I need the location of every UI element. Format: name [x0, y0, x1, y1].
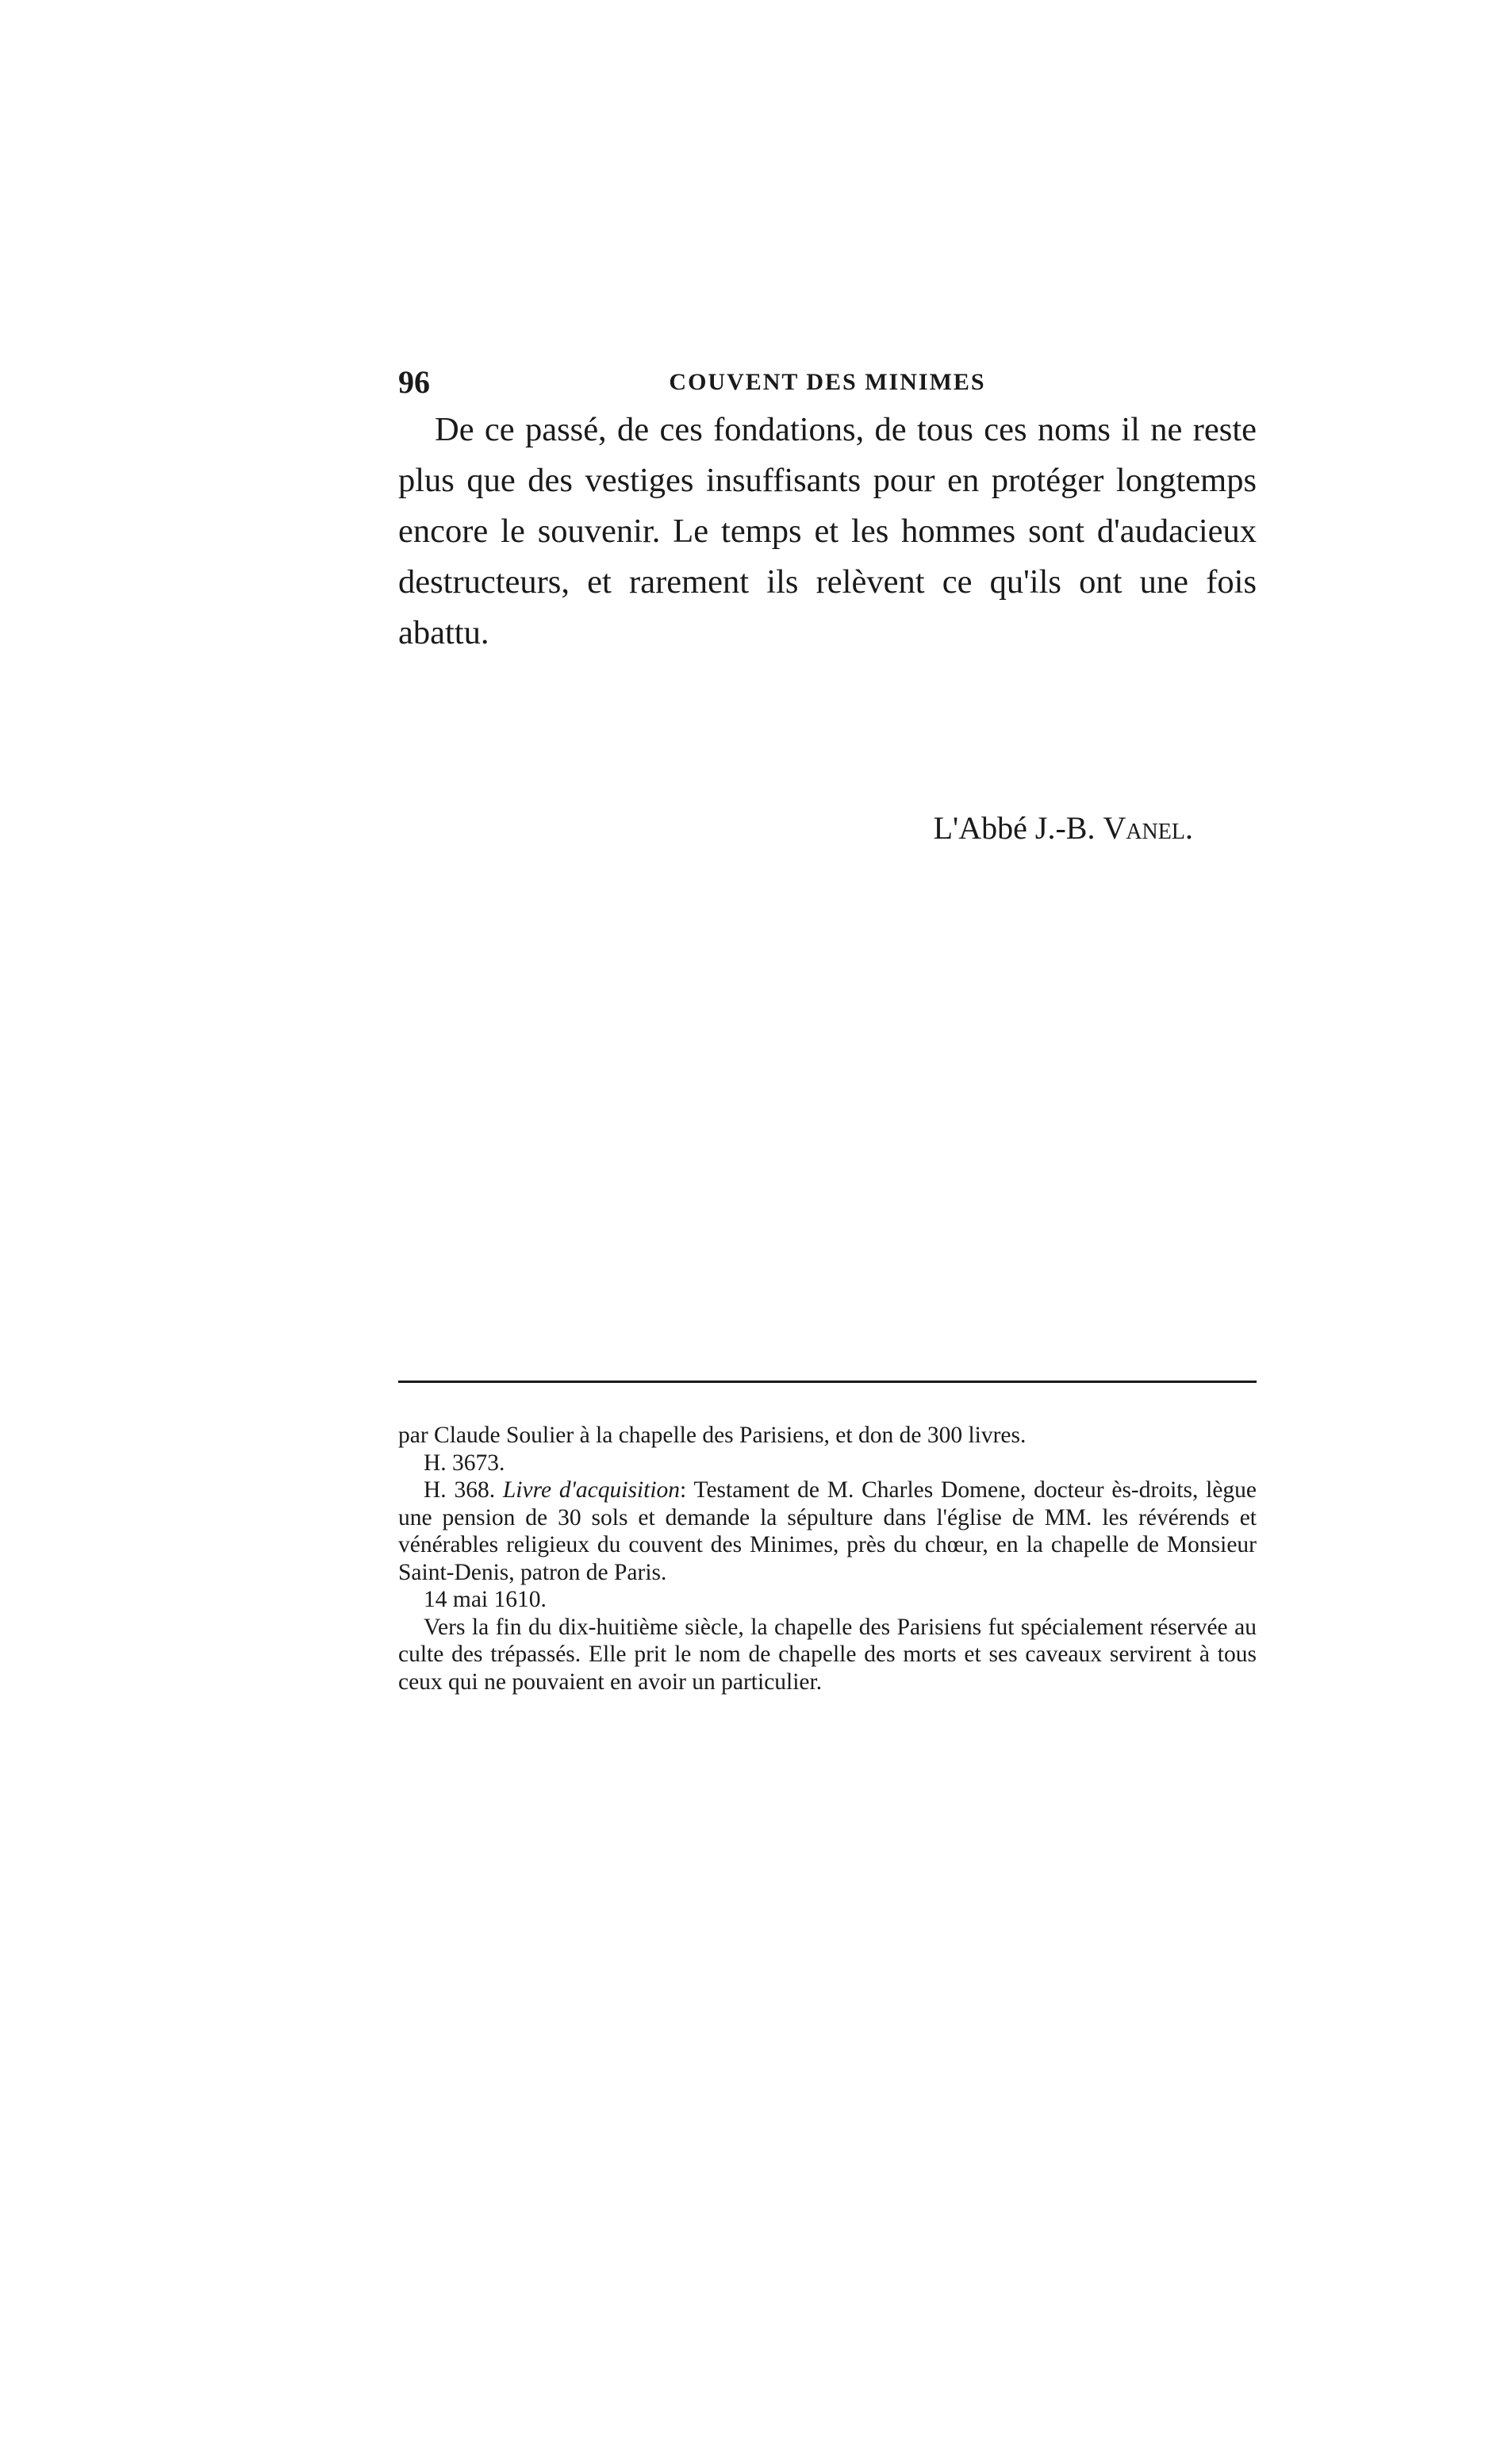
footnote-reference-1: H. 3673. [424, 1450, 505, 1476]
footnote-reference-2-title: Livre d'acquisition [502, 1477, 681, 1503]
page-header [398, 359, 1257, 406]
signature [398, 803, 1193, 854]
page-number: 96 [398, 364, 430, 400]
footnote-note: Vers la fin du dix-huitième siècle, la chapelle des Parisiens fut spécialement réservée au culte des trépassés. Elle prit le nom de chapelle des morts et ses caveaux servirent à tous ceux qui ne pouvaient en avoir un particulier. [398, 1614, 1257, 1695]
footnote-reference-2-prefix: H. 368. [424, 1477, 503, 1503]
footnote-reference-2-text: : Testament de M. Charles Domene, docteur ès-droits, lègue une pension de 30 sols et demande la sépulture dans l'église de MM. les révérends et vénérables religieux du couvent des Minimes, près du chœur, en la chapelle de Monsieur Saint-Denis, patron de Paris. [398, 1477, 1257, 1585]
footnote-reference-2 [398, 1477, 1257, 1586]
signature-surname: Vanel. [1103, 810, 1193, 846]
running-title: COUVENT DES MINIMES [669, 369, 986, 395]
footnote-divider [398, 1381, 1257, 1383]
footnote-date: 14 mai 1610. [424, 1587, 547, 1612]
footnotes [398, 1422, 1257, 1696]
main-text [398, 405, 1257, 659]
footnote-continuation: par Claude Soulier à la chapelle des Parisiens, et don de 300 livres. [398, 1423, 1027, 1448]
signature-prefix: L'Abbé J.-B. [933, 810, 1103, 846]
main-paragraph: De ce passé, de ces fondations, de tous ces noms il ne reste plus que des vestiges insuffisants pour en protéger longtemps encore le souvenir. Le temps et les hommes sont d'audacieux destructeurs, et rarement ils relèvent ce qu'ils ont une fois abattu. [398, 411, 1257, 651]
